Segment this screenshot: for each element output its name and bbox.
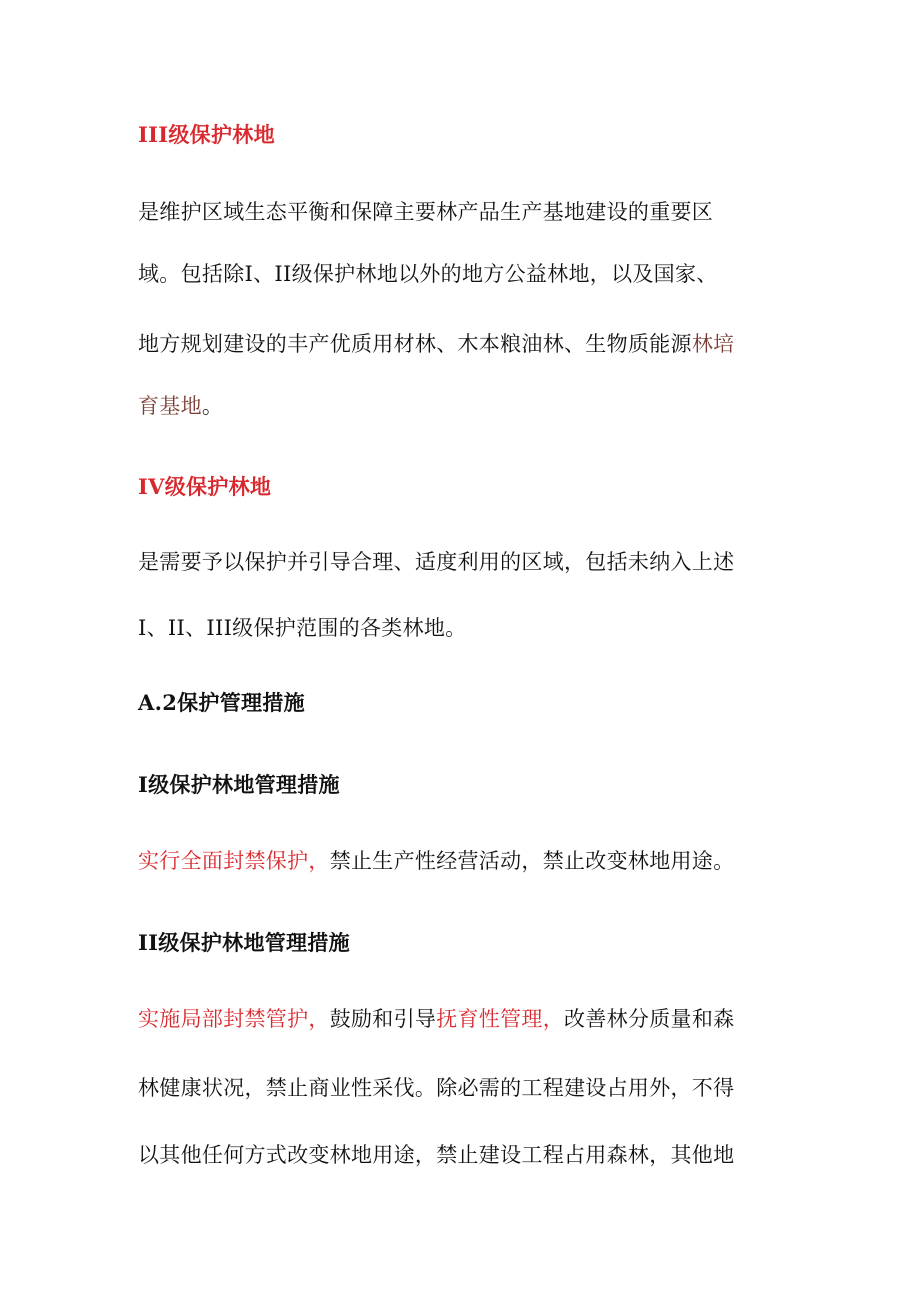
level3-body-line-4 bbox=[138, 392, 223, 420]
level2-measures-line-1 bbox=[138, 1005, 734, 1033]
level1-measures-red-part: 实行全面封禁保护， bbox=[138, 849, 330, 873]
level2-measures-dark-2: 改善林分质量和森 bbox=[564, 1007, 735, 1031]
level3-body-line-1: 是维护区域生态平衡和保障主要林产品生产基地建设的重要区 bbox=[138, 200, 714, 224]
level3-body-line-2: 域。包括除I、II级保护林地以外的地方公益林地，以及国家、 bbox=[138, 262, 718, 286]
level3-body-line-3 bbox=[138, 330, 734, 358]
level1-measures-body bbox=[138, 847, 734, 875]
level2-measures-line-2: 林健康状况，禁止商业性采伐。除必需的工程建设占用外，不得 bbox=[138, 1076, 735, 1100]
level2-measures-red-2: 抚育性管理， bbox=[436, 1007, 565, 1031]
level1-measures-rest: 禁止生产性经营活动，禁止改变林地用途。 bbox=[329, 849, 735, 873]
level2-measures-red-1: 实施局部封禁管护， bbox=[138, 1007, 330, 1031]
a2-heading: A.2保护管理措施 bbox=[138, 690, 305, 715]
level1-measures-heading: I级保护林地管理措施 bbox=[138, 772, 340, 797]
level2-measures-line-3: 以其他任何方式改变林地用途，禁止建设工程占用森林，其他地 bbox=[138, 1143, 735, 1167]
level3-body-line-4-tail: 。 bbox=[201, 394, 224, 418]
level4-body-line-2: I、II、III级保护范围的各类林地。 bbox=[138, 616, 467, 640]
level2-measures-dark-1: 鼓励和引导 bbox=[329, 1007, 437, 1031]
level3-body-line-4-head: 育基地 bbox=[138, 394, 202, 418]
level4-heading: IV级保护林地 bbox=[138, 474, 272, 499]
level4-body-line-1: 是需要予以保护并引导合理、适度利用的区域，包括未纳入上述 bbox=[138, 550, 735, 574]
level3-heading: III级保护林地 bbox=[138, 122, 275, 147]
level3-body-line-3-tail: 林培 bbox=[691, 332, 735, 356]
level2-measures-heading: II级保护林地管理措施 bbox=[138, 930, 350, 955]
level3-body-line-3-main: 地方规划建设的丰产优质用材林、木本粮油林、生物质能源 bbox=[138, 332, 692, 356]
